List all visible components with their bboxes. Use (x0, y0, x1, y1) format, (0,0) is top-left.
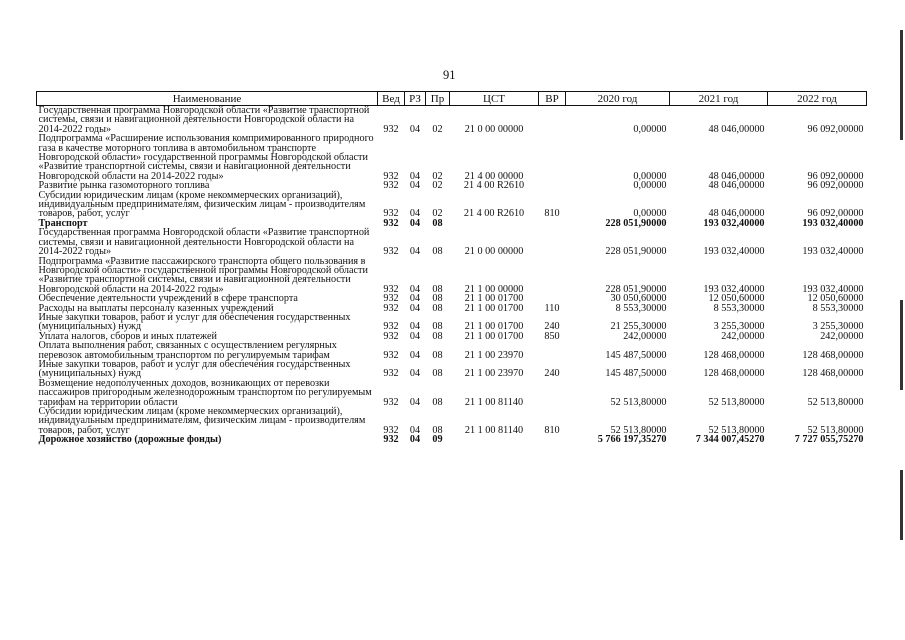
cell-2021: 8 553,30000 (713, 302, 765, 314)
cell-2021: 7 344 007,45270 (695, 434, 765, 446)
cell-ved: 932 (383, 424, 399, 436)
cell-pr: 02 (432, 208, 443, 220)
cell-2021: 48 046,00000 (708, 180, 765, 192)
cell-2020: 145 487,50000 (605, 368, 667, 380)
cell-name: Субсидии юридическим лицам (кроме некоммерческих организаций), индивидуальным предпринимателям, физическим лицам - производителям товаров, работ, услуг (38, 189, 366, 220)
cell-rz: 04 (409, 349, 421, 361)
cell-2021: 52 513,80000 (708, 396, 765, 408)
cell-pr: 09 (432, 434, 443, 446)
cell-2020: 0,00000 (633, 170, 667, 182)
col-header-vr: ВР (539, 92, 566, 106)
cell-name: Дорожное хозяйство (дорожные фонды) (38, 434, 222, 446)
cell-name: Обеспечение деятельности учреждений в сфере транспорта (38, 293, 298, 305)
cell-cst: 21 1 00 01700 (464, 302, 524, 314)
cell-rz: 04 (409, 283, 421, 295)
col-header-2020: 2020 год (566, 92, 670, 106)
col-header-2021: 2021 год (670, 92, 768, 106)
cell-name: Оплата выполнения работ, связанных с осуществлением регулярных перевозок автомобильным транспортом по регулируемым тарифам (38, 340, 337, 361)
cell-2022: 193 032,40000 (802, 246, 864, 258)
table-row (37, 106, 867, 135)
cell-rz: 04 (409, 368, 421, 380)
cell-name: Иные закупки товаров, работ и услуг для обеспечения государственных (муниципальных) нужд (38, 358, 351, 380)
cell-vr (539, 106, 566, 135)
cell-2020: 228 051,90000 (605, 246, 667, 258)
cell-2020: 0,00000 (633, 208, 667, 220)
cell-cst: 21 1 00 81140 (464, 424, 524, 436)
cell-2020: 52 513,80000 (610, 424, 667, 436)
cell-cst: 21 4 00 00000 (464, 170, 524, 182)
cell-2022: 3 255,30000 (812, 321, 864, 333)
cell-cst: 21 1 00 00000 (464, 283, 524, 295)
cell-cst: 21 1 00 01700 (464, 330, 524, 342)
cell-rz: 04 (409, 123, 421, 135)
table-row (37, 435, 867, 444)
cell-2020: 145 487,50000 (605, 349, 667, 361)
cell-name: Транспорт (38, 217, 88, 229)
cell-2021: 242,00000 (721, 330, 765, 342)
col-header-pr: Пр (426, 92, 450, 106)
cell-cst: 21 4 00 R2610 (463, 208, 525, 220)
cell-rz: 04 (409, 321, 421, 333)
cell-2020: 30 050,60000 (610, 293, 667, 305)
cell-rz: 04 (409, 170, 421, 182)
cell-vr: 810 (544, 208, 560, 220)
cell-cst: 21 0 00 00000 (464, 123, 524, 135)
cell-2021: 48 046,00000 (708, 208, 765, 220)
cell-vr: 240 (544, 368, 560, 380)
table-row (37, 313, 867, 332)
cell-pr: 08 (432, 424, 443, 436)
cell-cst: 21 4 00 R2610 (463, 180, 525, 192)
cell-name: Государственная программа Новгородской области «Развитие транспортной системы, связи и навигационной деятельности Новгородской области на 2014-2022 годы» (38, 227, 370, 258)
cell-vr (539, 341, 566, 360)
cell-vr (539, 134, 566, 181)
table-row (37, 341, 867, 360)
cell-vr: 850 (544, 330, 560, 342)
cell-cst: 21 1 00 23970 (464, 349, 524, 361)
table-row (37, 191, 867, 219)
budget-table-container (36, 91, 866, 445)
cell-rz: 04 (409, 434, 421, 446)
cell-name: Иные закупки товаров, работ и услуг для обеспечения государственных (муниципальных) нужд (38, 311, 351, 333)
cell-pr: 08 (432, 293, 443, 305)
cell-pr: 08 (432, 368, 443, 380)
cell-2020: 0,00000 (633, 180, 667, 192)
cell-ved: 932 (383, 330, 399, 342)
cell-ved: 932 (383, 283, 399, 295)
cell-2022: 96 092,00000 (807, 123, 864, 135)
cell-name: Субсидии юридическим лицам (кроме некоммерческих организаций), индивидуальным предпринимателям, физическим лицам - производителям товаров, работ, услуг (38, 406, 366, 436)
cell-pr: 08 (432, 217, 443, 229)
table-row (37, 134, 867, 181)
cell-rz: 04 (409, 302, 421, 314)
cell-rz: 04 (409, 180, 421, 192)
cell-rz: 04 (409, 396, 421, 408)
cell-cst: 21 1 00 01700 (464, 321, 524, 333)
cell-2022: 8 553,30000 (812, 302, 864, 314)
cell-2022: 12 050,60000 (807, 293, 864, 305)
cell-ved: 932 (383, 349, 399, 361)
cell-ved: 932 (383, 170, 399, 182)
cell-name: Расходы на выплаты персоналу казенных учреждений (38, 302, 274, 314)
cell-2021: 48 046,00000 (708, 170, 765, 182)
cell-2022: 52 513,80000 (807, 424, 864, 436)
cell-ved: 932 (383, 123, 399, 135)
cell-ved: 932 (383, 180, 399, 192)
cell-2022: 96 092,00000 (807, 170, 864, 182)
cell-ved: 932 (383, 396, 399, 408)
cell-2021: 52 513,80000 (708, 424, 765, 436)
cell-rz: 04 (409, 208, 421, 220)
cell-ved: 932 (383, 302, 399, 314)
cell-ved: 932 (383, 246, 399, 258)
col-header-cst: ЦСТ (450, 92, 539, 106)
cell-vr: 110 (544, 302, 560, 314)
table-row (37, 228, 867, 256)
cell-2022: 128 468,00000 (802, 349, 864, 361)
cell-2021: 48 046,00000 (708, 123, 765, 135)
budget-table (36, 91, 867, 445)
cell-ved: 932 (383, 321, 399, 333)
cell-2020: 5 766 197,35270 (597, 434, 667, 446)
cell-2022: 193 032,40000 (802, 217, 864, 229)
cell-2020: 242,00000 (623, 330, 667, 342)
cell-cst (450, 219, 539, 228)
cell-vr (539, 181, 566, 190)
cell-2022: 128 468,00000 (802, 368, 864, 380)
cell-name: Подпрограмма «Развитие пассажирского транспорта общего пользования в Новгородской области» государственной программы Новгородской области «Развитие транспортной системы, связи и навигационной деятельности Новгородской области на 2014-2022 годы» (38, 255, 368, 295)
cell-vr (539, 379, 566, 407)
cell-2020: 21 255,30000 (610, 321, 667, 333)
col-header-ved: Вед (378, 92, 405, 106)
cell-2021: 193 032,40000 (703, 217, 765, 229)
cell-cst (450, 435, 539, 444)
cell-2022: 242,00000 (820, 330, 864, 342)
cell-2021: 193 032,40000 (703, 246, 765, 258)
cell-2021: 128 468,00000 (703, 368, 765, 380)
cell-2020: 52 513,80000 (610, 396, 667, 408)
col-header-rz: РЗ (405, 92, 426, 106)
cell-rz: 04 (409, 424, 421, 436)
cell-pr: 08 (432, 396, 443, 408)
cell-2020: 8 553,30000 (615, 302, 667, 314)
table-row (37, 257, 867, 295)
cell-rz: 04 (409, 293, 421, 305)
cell-pr: 08 (432, 302, 443, 314)
cell-2021: 193 032,40000 (703, 283, 765, 295)
cell-2022: 96 092,00000 (807, 180, 864, 192)
cell-cst: 21 0 00 00000 (464, 246, 524, 258)
cell-2022: 193 032,40000 (802, 283, 864, 295)
cell-2022: 52 513,80000 (807, 396, 864, 408)
cell-2020: 0,00000 (633, 123, 667, 135)
cell-cst: 21 1 00 01700 (464, 293, 524, 305)
cell-name: Государственная программа Новгородской области «Развитие транспортной системы, связи и навигационной деятельности Новгородской области на 2014-2022 годы» (38, 105, 370, 135)
cell-name: Возмещение недополученных доходов, возникающих от перевозки пассажиров пригородным железнодорожным транспортом по регулируемым тарифам на территории области (38, 377, 372, 408)
cell-cst: 21 1 00 81140 (464, 396, 524, 408)
cell-pr: 08 (432, 283, 443, 295)
cell-ved: 932 (383, 293, 399, 305)
col-header-2022: 2022 год (768, 92, 867, 106)
cell-2021: 12 050,60000 (708, 293, 765, 305)
cell-pr: 08 (432, 246, 443, 258)
table-header-row (37, 92, 867, 106)
cell-vr (539, 219, 566, 228)
cell-ved: 932 (383, 208, 399, 220)
cell-name: Подпрограмма «Расширение использования компримированного природного газа в качестве моторного топлива в автомобильном транспорте Новгородской области» государственной программы Новгородской области «Развитие транспортной системы, связи и навигационной деятельности Новгородской области на 2014-2022 годы» (38, 133, 374, 182)
table-row (37, 407, 867, 435)
table-row (37, 360, 867, 379)
cell-vr: 810 (544, 424, 560, 436)
cell-ved: 932 (383, 368, 399, 380)
cell-vr (539, 257, 566, 295)
col-header-name: Наименование (37, 92, 378, 106)
cell-pr: 02 (432, 170, 443, 182)
cell-name: Развитие рынка газомоторного топлива (38, 180, 210, 192)
table-row (37, 379, 867, 407)
cell-ved: 932 (383, 217, 399, 229)
table-body (37, 106, 867, 445)
scan-edge-mark (897, 0, 903, 640)
cell-2022: 96 092,00000 (807, 208, 864, 220)
cell-2020: 228 051,90000 (605, 283, 667, 295)
cell-ved: 932 (383, 434, 399, 446)
cell-pr: 08 (432, 330, 443, 342)
cell-2021: 128 468,00000 (703, 349, 765, 361)
cell-2021: 3 255,30000 (713, 321, 765, 333)
page-number: 91 (443, 68, 456, 82)
cell-pr: 08 (432, 349, 443, 361)
cell-2020: 228 051,90000 (605, 217, 667, 229)
cell-name: Уплата налогов, сборов и иных платежей (38, 330, 217, 342)
cell-vr (539, 435, 566, 444)
cell-2022: 7 727 055,75270 (794, 434, 864, 446)
cell-cst: 21 1 00 23970 (464, 368, 524, 380)
cell-rz: 04 (409, 246, 421, 258)
cell-vr: 240 (544, 321, 560, 333)
cell-vr (539, 228, 566, 256)
cell-pr: 02 (432, 180, 443, 192)
cell-pr: 02 (432, 123, 443, 135)
cell-rz: 04 (409, 330, 421, 342)
cell-rz: 04 (409, 217, 421, 229)
cell-pr: 08 (432, 321, 443, 333)
